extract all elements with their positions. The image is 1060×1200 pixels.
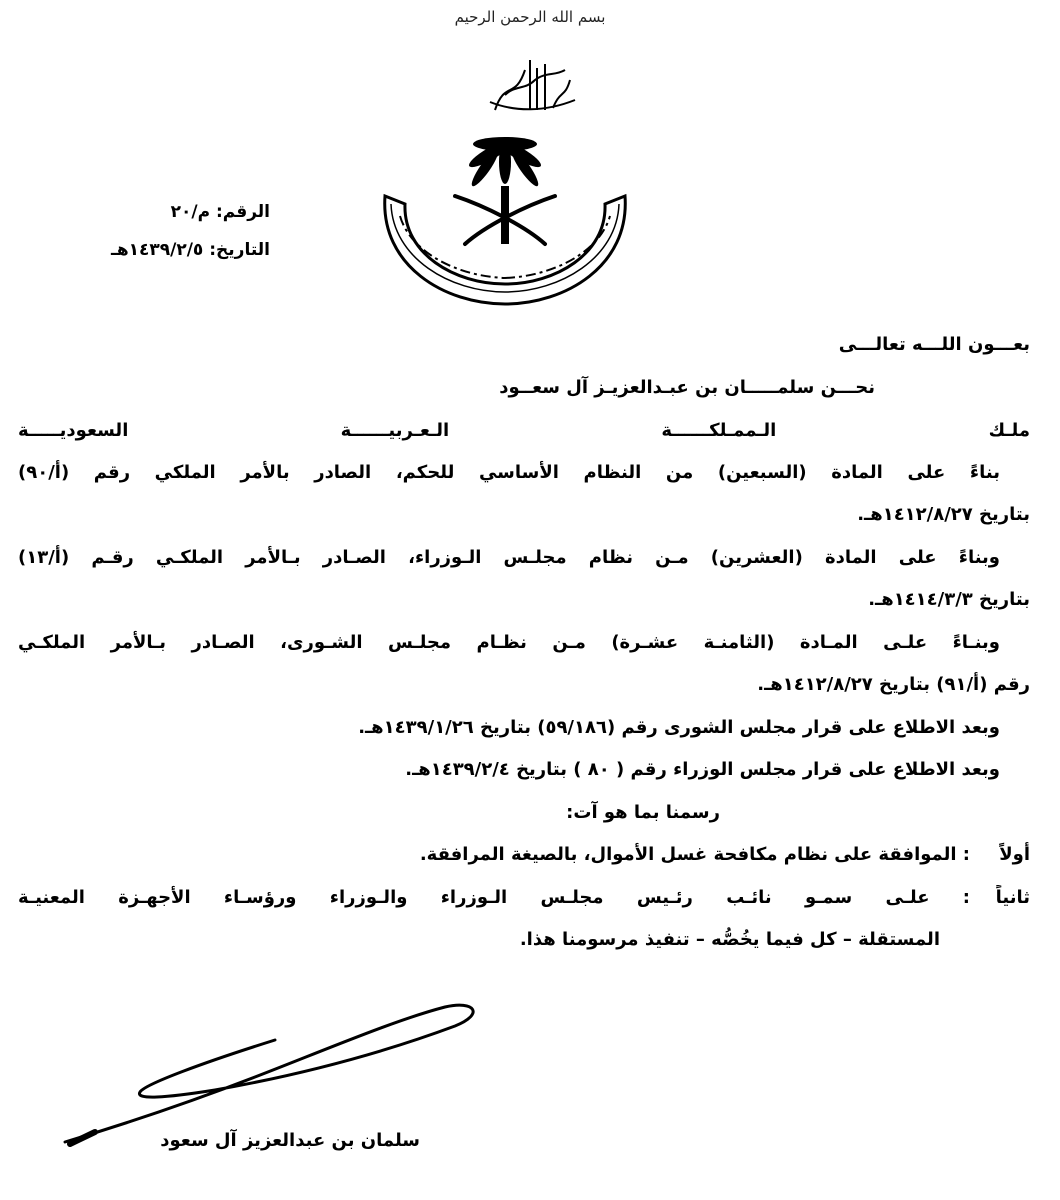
king-name-line: نحـــن سلمـــــان بن عبـدالعزيـز آل سعــود — [499, 377, 875, 398]
first-clause-text: : الموافقة على نظام مكافحة غسل الأموال، بالصيغة المرافقة. — [419, 844, 970, 865]
king-title-line: ملـك الـممـلكــــــة الـعـربيــــــة السعوديـــــة — [18, 420, 1030, 441]
first-clause-label: أولاً — [999, 844, 1030, 865]
saudi-emblem — [355, 126, 655, 306]
palm-tree-icon — [466, 137, 544, 244]
paragraph-2-line-1: وبناءً على المادة (العشرين) مـن نظام مجلـس الـوزراء، الصـادر بـالأمر الملكـي رقـم (أ/١٣) — [18, 547, 1000, 568]
reference-number — [30, 202, 270, 222]
date-label: التاريخ: — [209, 240, 270, 260]
second-clause-line-2: المستقلة – كل فيما يخُصُّه – تنفيذ مرسومنا هذا. — [519, 929, 940, 950]
shahada-calligraphy — [475, 40, 585, 118]
paragraph-5: وبعد الاطلاع على قرار مجلس الوزراء رقم ( ٨٠ ) بتاريخ ١٤٣٩/٢/٤هـ. — [405, 759, 1000, 780]
signer-name: سلمان بن عبدالعزيز آل سعود — [160, 1130, 420, 1151]
second-clause-line-1: : علـى سمـو نائـب رئـيس مجلـس الـوزراء والـوزراء ورؤسـاء الأجهـزة المعنيـة — [18, 887, 970, 908]
date-value: ١٤٣٩/٢/٥هـ — [111, 240, 204, 260]
basmala: بسم الله الرحمن الرحيم — [454, 8, 606, 26]
paragraph-4: وبعد الاطلاع على قرار مجلس الشورى رقم (٥٩/١٨٦) بتاريخ ١٤٣٩/١/٢٦هـ. — [358, 717, 1000, 738]
paragraph-2-line-2: بتاريخ ١٤١٤/٣/٣هـ. — [868, 589, 1030, 610]
opening-line: بعـــون اللـــه تعالـــى — [838, 334, 1030, 355]
paragraph-1-line-2: بتاريخ ١٤١٢/٨/٢٧هـ. — [857, 504, 1030, 525]
number-value: م/٢٠ — [170, 202, 211, 222]
number-label: الرقم: — [215, 202, 270, 222]
decreed-line: رسمنا بما هو آت: — [566, 802, 720, 823]
paragraph-3-line-2: رقم (أ/٩١) بتاريخ ١٤١٢/٨/٢٧هـ. — [757, 674, 1030, 695]
reference-date — [30, 240, 270, 260]
paragraph-3-line-1: وبنـاءً علـى المـادة (الثامنـة عشـرة) مـن نظـام مجلـس الشـورى، الصـادر بـالأمر الملكـي — [18, 632, 1000, 653]
second-clause-label: ثانياً — [995, 887, 1030, 908]
paragraph-1-line-1: بناءً على المادة (السبعين) من النظام الأساسي للحكم، الصادر بالأمر الملكي رقم (أ/٩٠) — [18, 462, 1000, 483]
